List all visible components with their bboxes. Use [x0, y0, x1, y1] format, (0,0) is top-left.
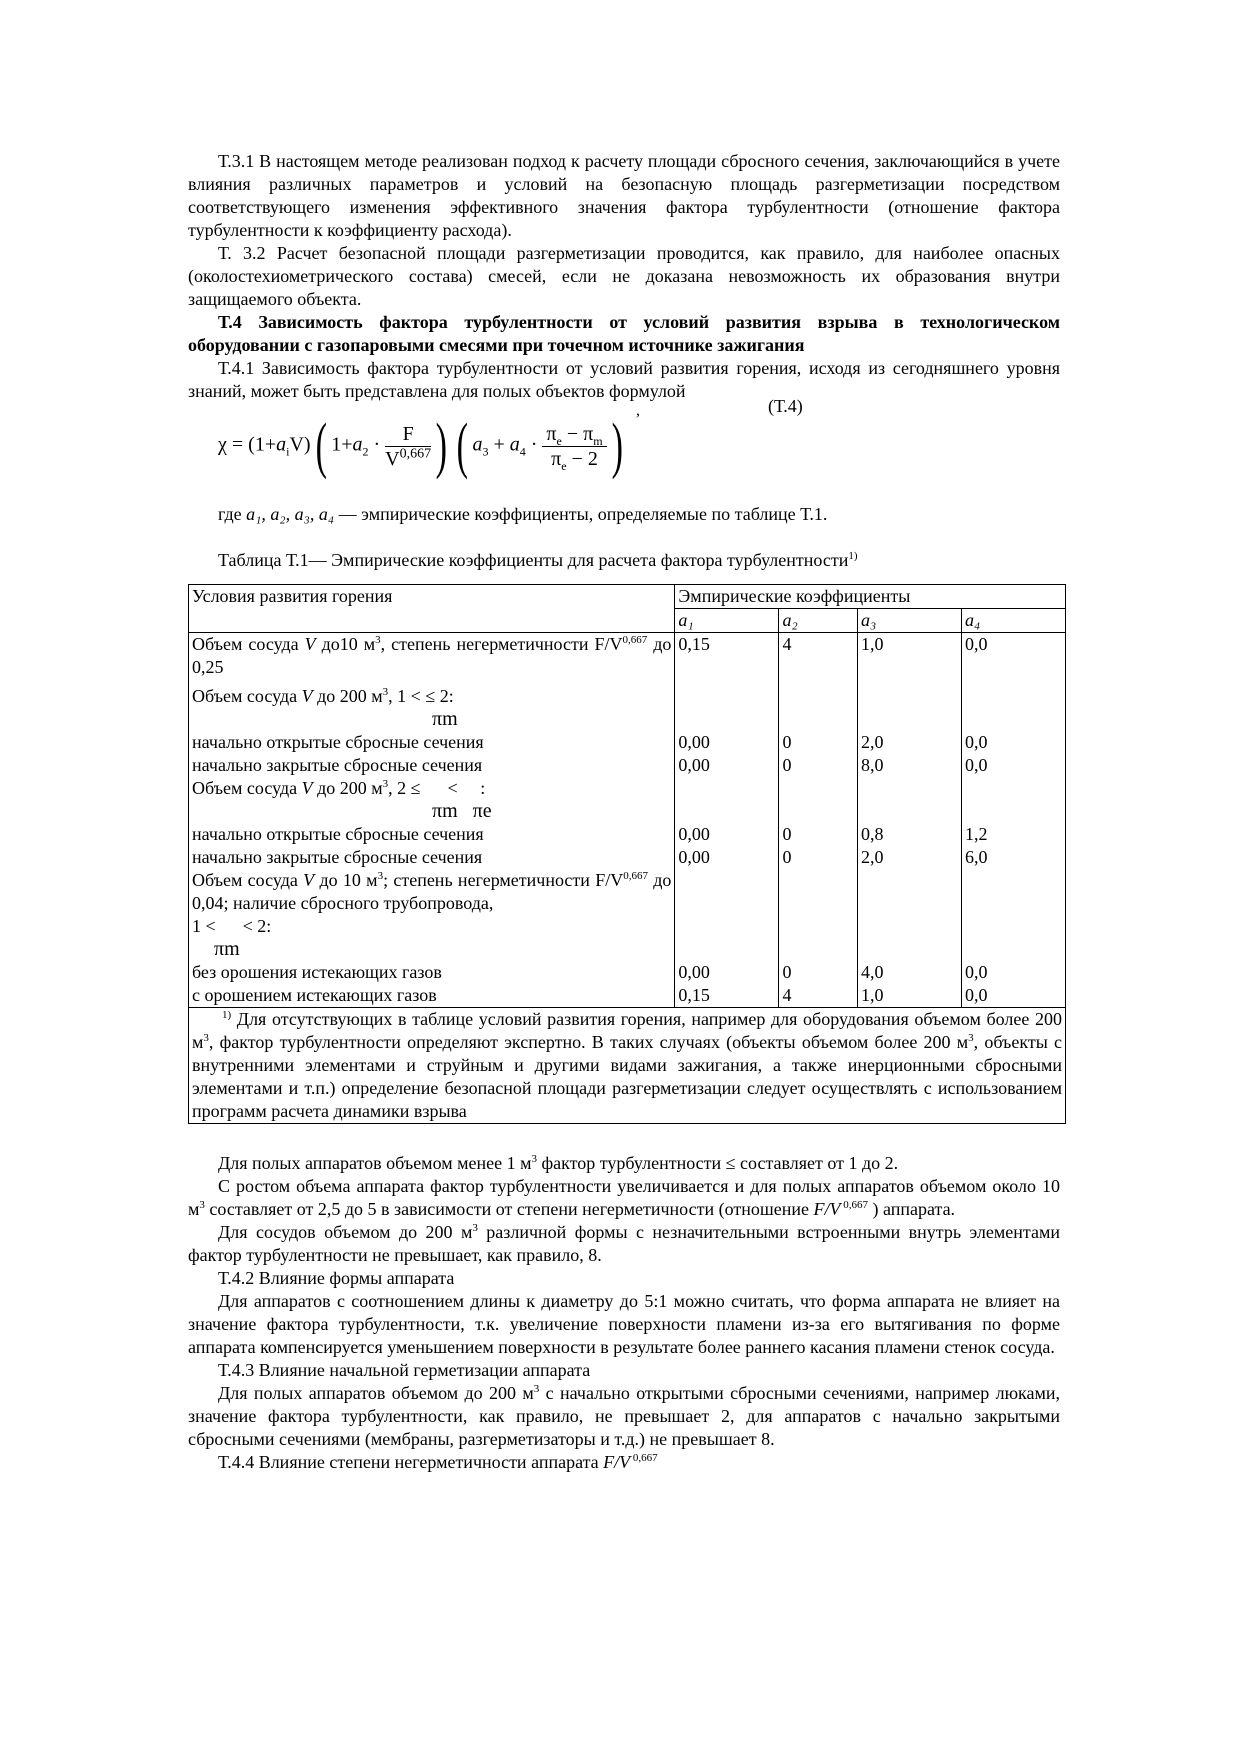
t: Т.4.4 Влияние степени негерметичности аппарата — [218, 1452, 604, 1472]
cell-a3: 1,0 — [857, 633, 961, 680]
paragraph — [188, 1175, 1060, 1221]
where-coefs: a₁, a₂, a₃, a₄ — [246, 504, 335, 524]
t: с начально открытыми сбросными сечениями, например люками, значение фактора турбулентности, как правило, не превышает 2, для аппаратов с начально закрытыми сбросными сечениями (мембраны, разгерметизаторы и т.д.) не превышает 8. — [188, 1383, 1060, 1449]
t: , степень негерметичности F/V — [380, 634, 623, 654]
table-row — [189, 731, 1066, 754]
formula-a4-sub: 4 — [519, 444, 526, 459]
sup: 1) — [222, 1009, 232, 1021]
header-conditions: Условия развития горения — [189, 585, 675, 633]
table-row — [189, 961, 1066, 984]
formula-comma: , — [636, 402, 640, 419]
frac-num: F — [385, 422, 431, 447]
sup: 0,667 — [622, 634, 648, 646]
cell-a1: 0,00 — [675, 731, 779, 754]
cell-a2: 4 — [779, 984, 858, 1008]
row-condition — [189, 633, 675, 680]
cell-a3: 2,0 — [857, 846, 961, 869]
table-footnote-row — [189, 1008, 1066, 1124]
pi-label: πm — [214, 938, 240, 960]
t: Объем сосуда — [192, 686, 302, 706]
frac-den — [385, 447, 431, 471]
cell-a4: 0,0 — [961, 984, 1065, 1008]
row-condition: начально закрытые сбросные сечения — [189, 754, 675, 777]
t: F/V — [603, 1452, 631, 1472]
fraction-f-v — [385, 422, 431, 471]
formula-a2-sub: 2 — [362, 444, 369, 459]
formula-a1-sub: i — [286, 444, 290, 459]
cell-a4: 6,0 — [961, 846, 1065, 869]
frac-pi-num — [542, 422, 606, 447]
t: ; степень негерметичности F/V — [383, 870, 624, 890]
t: , объекты с внутренними элементами и струйным и другими видами зажигания, а также инерционными сбросными элементами и т.п.) определение безопасной площади разгерметизации следует осуществлять с использованием программ расчета динамики взрыва — [192, 1032, 1063, 1121]
paragraph-t31: Т.3.1 В настоящем методе реализован подход к расчету площади сбросного сечения, заключающийся в учете влияния различных параметров и условий на безопасную площадь разгерметизации посредством соответствующего изменения эффективного значения фактора турбулентности (отношение фактора турбулентности к коэффициенту расхода). — [188, 151, 1060, 240]
frac-den-v: V — [385, 447, 400, 470]
sup: 3 — [531, 1153, 537, 1165]
cell-a2: 0 — [779, 731, 858, 754]
cell-a1: 0,00 — [675, 961, 779, 984]
row-condition: начально закрытые сбросные сечения — [189, 846, 675, 869]
paragraph-t32: Т. 3.2 Расчет безопасной площади разгерметизации проводится, как правило, для наиболее опасных (околостехиометрического состава) смесей, если не доказана невозможность их образования внутри защищаемого объекта. — [188, 243, 1060, 309]
sup: 3 — [199, 1199, 205, 1211]
row-condition: начально открытые сбросные сечения — [189, 823, 675, 846]
sup: 0,667 — [623, 870, 648, 882]
cell-a1: 0,15 — [675, 984, 779, 1008]
pi-label: πm πe — [432, 800, 492, 822]
table-row — [189, 846, 1066, 869]
cell-a1: 0,00 — [675, 846, 779, 869]
group-condition — [189, 777, 675, 823]
t: Объем сосуда — [192, 778, 302, 798]
sup: 0,667 — [840, 1199, 868, 1211]
t: ) аппарата. — [867, 1199, 956, 1219]
sub-e: e — [556, 433, 562, 448]
t: , фактор турбулентности определяют экспертно. В таких случаях (объекты объемом более 200 м — [208, 1032, 969, 1052]
frac-pi-den — [542, 447, 606, 471]
paren-open-2: ( — [456, 412, 468, 480]
t: Для полых аппаратов объемом до 200 м — [218, 1383, 534, 1403]
t: , 2 ≤ < : — [388, 778, 486, 798]
minus-two: − 2 — [566, 447, 598, 470]
t: 1 < < 2: — [192, 916, 272, 936]
coefficients-table — [188, 584, 1066, 1124]
sup: 3 — [382, 686, 389, 698]
section-heading-t4: Т.4 Зависимость фактора турбулентности от условий развития взрыва в технологическом оборудовании с газопаровыми смесями при точечном источнике зажигания — [188, 312, 1060, 355]
cell-a3: 4,0 — [857, 961, 961, 984]
sup: 0,667 — [630, 1452, 658, 1464]
subsection-t42: Т.4.2 Влияние формы аппарата — [218, 1268, 455, 1288]
paragraph — [188, 1221, 1060, 1267]
table-row — [189, 633, 1066, 680]
table-row — [189, 984, 1066, 1008]
paragraph: Для аппаратов с соотношением длины к диаметру до 5:1 можно считать, что форма аппарата не влияет на значение фактора турбулентности, т.к. увеличение поверхности пламени из-за его вытягивания по форме аппарата компенсируется уменьшением поверхности в результате более раннего касания пламени стенок сосуда. — [188, 1291, 1060, 1357]
cell-a3: 1,0 — [857, 984, 961, 1008]
cell-a4: 0,0 — [961, 633, 1065, 680]
cell-a2: 0 — [779, 823, 858, 846]
formula-a1: a — [276, 433, 287, 456]
t: С ростом объема аппарата фактор турбулентности увеличивается и для полых аппаратов объемом около 10 м — [188, 1176, 1060, 1219]
formula-dot: · — [368, 433, 381, 456]
cell-a1: 0,00 — [675, 823, 779, 846]
sup: 3 — [472, 1222, 478, 1234]
formula-lhs: χ = (1+ — [218, 433, 277, 456]
row-condition: без орошения истекающих газов — [189, 961, 675, 984]
document-body — [188, 150, 1063, 1474]
header-a2: a₂ — [782, 610, 798, 630]
cell-a4: 0,0 — [961, 754, 1065, 777]
caption-text: Таблица Т.1— Эмпирические коэффициенты для расчета фактора турбулентности — [218, 550, 849, 570]
formula-dot-2: · — [525, 433, 538, 456]
v: V — [301, 778, 313, 798]
t: F/V — [813, 1199, 841, 1219]
subsection-t44 — [188, 1451, 1060, 1474]
formula-one: 1+ — [331, 433, 353, 456]
cell-a3: 8,0 — [857, 754, 961, 777]
t: Для полых аппаратов объемом менее 1 м — [218, 1153, 532, 1173]
subsection-t43: Т.4.3 Влияние начальной герметизации аппарата — [218, 1360, 591, 1380]
table-group-row — [189, 869, 1066, 961]
cell-a3: 2,0 — [857, 731, 961, 754]
frac-den-exp: 0,667 — [399, 445, 432, 461]
t: до10 м — [315, 634, 376, 654]
header-coefficients: Эмпирические коэффициенты — [675, 585, 1066, 609]
cell-a1: 0,15 — [675, 633, 779, 680]
table-row — [189, 754, 1066, 777]
sup: 3 — [203, 1032, 209, 1044]
group-condition — [189, 679, 675, 731]
table-group-row — [189, 679, 1066, 731]
t: Для отсутствующих в таблице условий развития горения, например для оборудования объемом более 200 м — [192, 1009, 1062, 1052]
formula-a2: a — [352, 433, 363, 456]
sup: 3 — [375, 634, 381, 646]
minus-pi: − π — [561, 422, 594, 445]
t: до 200 м — [312, 686, 383, 706]
cell-a2: 0 — [779, 846, 858, 869]
v: V — [304, 634, 316, 654]
cell-a4: 0,0 — [961, 961, 1065, 984]
t: различной формы с незначительными встроенными внутрь элементами фактор турбулентности не превышает, как правило, 8. — [188, 1222, 1060, 1265]
sub-m: m — [593, 433, 603, 448]
paren-close-2: ) — [611, 412, 623, 480]
t: Объем сосуда — [192, 634, 305, 654]
sup: 3 — [382, 778, 389, 790]
t: фактор турбулентности ≤ составляет от 1 до 2. — [537, 1153, 899, 1173]
paren-open: ( — [315, 412, 327, 480]
formula-t4 — [188, 396, 1060, 503]
table-header-row — [189, 585, 1066, 609]
header-a3: a₃ — [860, 610, 877, 630]
v: V — [303, 870, 315, 890]
t: до 0,25 — [192, 634, 672, 677]
paragraph — [188, 1382, 1060, 1451]
t: до 10 м — [314, 870, 378, 890]
cell-a4: 0,0 — [961, 731, 1065, 754]
formula-a3: a — [472, 433, 483, 456]
formula-v: V) — [289, 433, 311, 456]
paragraph-t41: Т.4.1 Зависимость фактора турбулентности от условий развития горения, исходя из сегодняшнего уровня знаний, может быть представлена для полых объектов формулой — [188, 358, 1060, 401]
formula-plus: + — [488, 433, 510, 456]
cell-a4: 1,2 — [961, 823, 1065, 846]
t: , 1 < ≤ 2: — [388, 686, 454, 706]
t: Объем сосуда — [192, 870, 304, 890]
table-row — [189, 823, 1066, 846]
formula-number: (Т.4) — [768, 396, 803, 416]
where-rest: — эмпирические коэффициенты, определяемые по таблице Т.1. — [334, 504, 828, 524]
fraction-pi — [542, 422, 606, 471]
pi: π — [546, 422, 557, 445]
sup: 3 — [377, 870, 384, 882]
cell-a2: 0 — [779, 961, 858, 984]
t: до 200 м — [312, 778, 383, 798]
header-a1: a₁ — [678, 610, 694, 630]
row-condition: с орошением истекающих газов — [189, 984, 675, 1008]
t: Для сосудов объемом до 200 м — [218, 1222, 473, 1242]
paragraph — [188, 1152, 1060, 1175]
caption-sup: 1) — [848, 550, 858, 562]
t: составляет от 2,5 до 5 в зависимости от степени негерметичности (отношение — [204, 1199, 814, 1219]
t: до 0,04; наличие сбросного трубопровода, — [192, 870, 672, 913]
v: V — [301, 686, 313, 706]
sup: 3 — [533, 1383, 540, 1395]
pi-den: π — [551, 447, 562, 470]
sup: 3 — [968, 1032, 974, 1044]
pi-label: πm — [432, 708, 458, 730]
table-group-row — [189, 777, 1066, 823]
row-condition: начально открытые сбросные сечения — [189, 731, 675, 754]
cell-a2: 4 — [779, 633, 858, 680]
where-pre: где — [218, 504, 247, 524]
paren-close: ) — [435, 412, 448, 480]
header-a4: a₄ — [964, 610, 981, 630]
formula-expression — [218, 412, 627, 480]
cell-a2: 0 — [779, 754, 858, 777]
paragraph-where — [188, 503, 1060, 526]
cell-a3: 0,8 — [857, 823, 961, 846]
table-caption — [188, 549, 1060, 572]
formula-a3-sub: 3 — [482, 444, 489, 459]
after-table-text — [188, 1152, 1060, 1474]
cell-a1: 0,00 — [675, 754, 779, 777]
formula-a4: a — [509, 433, 520, 456]
table-footnote — [189, 1008, 1066, 1124]
sub-e-den: e — [561, 458, 567, 473]
group-condition — [189, 869, 675, 961]
